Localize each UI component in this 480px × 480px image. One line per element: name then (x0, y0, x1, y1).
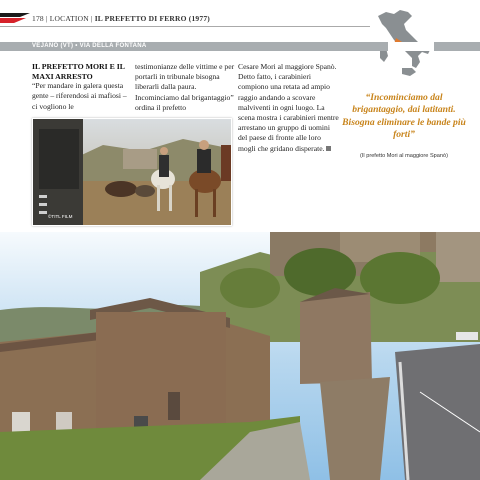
pull-quote: “Incominciamo dal brigantaggio, dai latitanti. Bisogna eliminare le bande più forti” (342, 92, 466, 141)
article-text: Cesare Mori al maggiore Spanò. Detto fatto, i carabinieri compiono una retata ad ampio raggio andando a scovare malviventi in ogni luogo. La scena mostra i carabinieri mentre arrestano un gruppo di uomini del paese di fronte alle loro mogli che gridano disperate. (238, 62, 339, 153)
article-column-1 (32, 62, 132, 112)
end-mark-icon (326, 146, 331, 151)
wing-flag-icon (0, 12, 30, 24)
section-name: LOCATION (49, 14, 89, 23)
location-band (0, 42, 480, 51)
village-photo (0, 232, 480, 480)
header-rule (0, 26, 370, 27)
article-column-3 (238, 62, 340, 154)
article-text: testimonianze delle vittime e per portarli in tribunale bisogna liberarli dalla paura. Incominciamo dal brigantaggio” ordina il prefetto (135, 62, 235, 112)
page-number: 178 (32, 14, 44, 23)
location-label: VEJANO (VT) • VIA DELLA FONTANA (32, 43, 147, 49)
quote-caption: (Il prefetto Mori al maggiore Spanò) (360, 153, 448, 159)
article-column-2 (135, 62, 235, 113)
article-text: “Per mandare in galera questa gente – riferendosi ai mafiosi – ci vogliono le (32, 81, 127, 111)
running-header: 178 | LOCATION | IL PREFETTO DI FERRO (1977) (32, 14, 210, 23)
photo-credit: ©TITL FILM (48, 214, 73, 219)
article-heading: IL PREFETTO MORI E IL MAXI ARRESTO (32, 62, 125, 81)
film-still-image (32, 118, 232, 226)
page-title: IL PREFETTO DI FERRO (1977) (94, 14, 210, 23)
